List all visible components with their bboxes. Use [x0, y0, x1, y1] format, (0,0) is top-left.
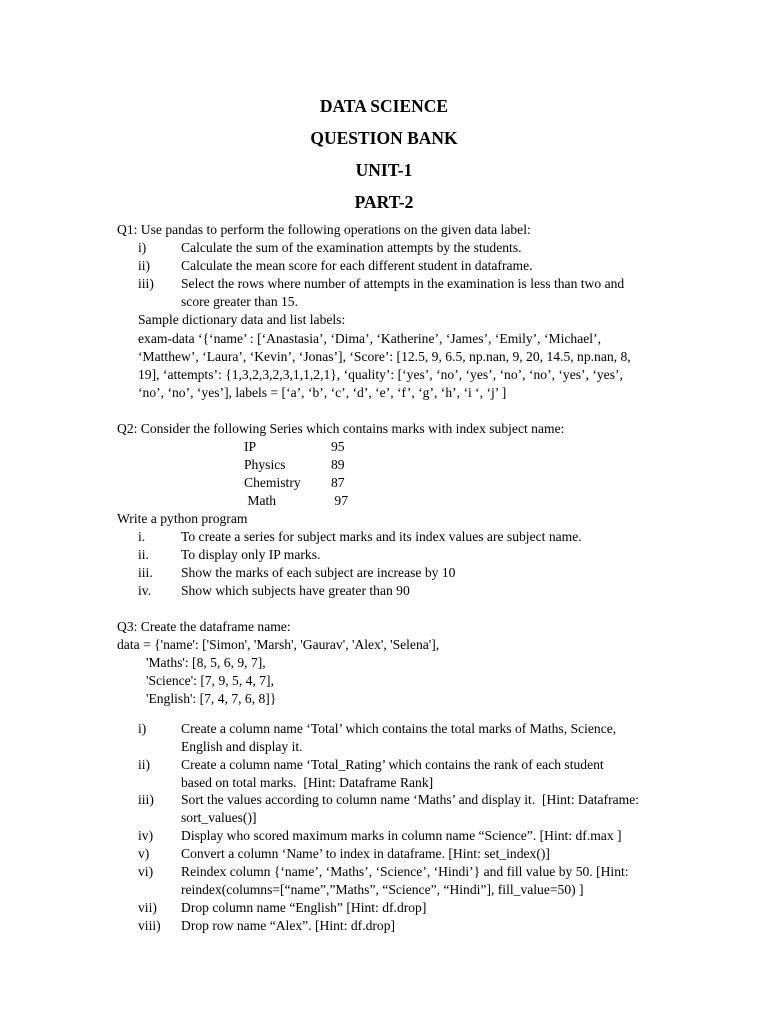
q1-item-number: ii) [138, 258, 151, 273]
q3-item-text: Convert a column ‘Name’ to index in dataframe. [Hint: set_index()] [181, 846, 550, 861]
q3-item-number: iii) [138, 792, 154, 807]
q3-item-text-cont: based on total marks. [Hint: Dataframe Rank] [181, 775, 434, 790]
series-mark: 89 [331, 457, 345, 472]
q3-item-number: vi) [138, 864, 154, 879]
q2-item-number: ii. [138, 547, 149, 562]
series-mark: 95 [331, 439, 345, 454]
part-label: PART-2 [354, 192, 414, 212]
q1-item-number: iii) [138, 276, 154, 291]
q2-item-number: iv. [138, 583, 152, 598]
series-subject: Math [244, 493, 277, 508]
series-mark: 97 [331, 493, 348, 508]
doc-subtitle: QUESTION BANK [310, 128, 458, 148]
q3-item-number: vii) [138, 900, 157, 915]
q3-item-number: viii) [138, 918, 161, 933]
q3-code-line: data = {'name': ['Simon', 'Marsh', 'Gaurav', 'Alex', 'Selena'], [117, 637, 440, 652]
q1-sample-line: ‘Matthew’, ‘Laura’, ‘Kevin’, ‘Jonas’], ‘Score’: [12.5, 9, 6.5, np.nan, 9, 20, 14.5, np.nan, 8, [138, 349, 631, 364]
q3-item-number: ii) [138, 757, 151, 772]
q3-item-text: Create a column name ‘Total’ which contains the total marks of Maths, Science, [181, 721, 617, 736]
series-mark: 87 [331, 475, 345, 490]
q2-item-text: Show which subjects have greater than 90 [181, 583, 410, 598]
q3-item-number: i) [138, 721, 147, 736]
q3-item-text-cont: sort_values()] [181, 810, 257, 825]
unit-label: UNIT-1 [355, 160, 413, 180]
q3-item-text: Display who scored maximum marks in column name “Science”. [Hint: df.max ] [181, 828, 622, 843]
q3-item-number: iv) [138, 828, 154, 843]
q1-sample-heading: Sample dictionary data and list labels: [138, 312, 346, 327]
q1-sample-line: 19], ‘attempts’: {1,3,2,3,2,3,1,1,2,1}, ‘quality’: [‘yes’, ‘no’, ‘yes’, ‘no’, ‘no’, ‘yes’, ‘yes’, [138, 367, 623, 382]
q1-item-text: Calculate the sum of the examination attempts by the students. [181, 240, 522, 255]
q2-intro: Write a python program [117, 511, 248, 526]
q3-item-text: Reindex column {‘name’, ‘Maths’, ‘Science’, ‘Hindi’} and fill value by 50. [Hint: [181, 864, 629, 879]
q3-item-text: Create a column name ‘Total_Rating’ which contains the rank of each student [181, 757, 604, 772]
q3-code-line: 'Science': [7, 9, 5, 4, 7], [146, 673, 274, 688]
q3-item-text: Drop column name “English” [Hint: df.drop] [181, 900, 427, 915]
series-subject: IP [244, 439, 257, 454]
q3-item-text: Drop row name “Alex”. [Hint: df.drop] [181, 918, 396, 933]
q3-item-text-cont: English and display it. [181, 739, 303, 754]
q2-item-text: To display only IP marks. [181, 547, 321, 562]
q2-item-text: Show the marks of each subject are increase by 10 [181, 565, 456, 580]
q2-title: Q2: Consider the following Series which contains marks with index subject name: [117, 421, 565, 436]
q3-code-line: 'Maths': [8, 5, 6, 9, 7], [146, 655, 266, 670]
q3-item-text: Sort the values according to column name ‘Maths’ and display it. [Hint: Dataframe: [181, 792, 640, 807]
q1-sample-line: ‘no’, ‘no’, ‘yes’], labels = [‘a’, ‘b’, ‘c’, ‘d’, ‘e’, ‘f’, ‘g’, ‘h’, ‘i ‘, ‘j’ ] [138, 385, 507, 400]
q2-item-number: iii. [138, 565, 153, 580]
q3-title: Q3: Create the dataframe name: [117, 619, 291, 634]
q3-code-line: 'English': [7, 4, 7, 6, 8]} [146, 691, 277, 706]
q1-item-text-cont: score greater than 15. [181, 294, 299, 309]
q3-item-text-cont: reindex(columns=[“name”,”Maths”, “Science”, “Hindi”], fill_value=50) ] [181, 882, 584, 897]
q2-item-number: i. [138, 529, 146, 544]
series-subject: Chemistry [244, 475, 301, 490]
q1-title: Q1: Use pandas to perform the following operations on the given data label: [117, 222, 531, 237]
q1-item-text: Select the rows where number of attempts in the examination is less than two and [181, 276, 625, 291]
q1-item-text: Calculate the mean score for each different student in dataframe. [181, 258, 533, 273]
q2-item-text: To create a series for subject marks and its index values are subject name. [181, 529, 582, 544]
series-subject: Physics [244, 457, 286, 472]
q1-sample-line: exam-data ‘{‘name’ : [‘Anastasia’, ‘Dima’, ‘Katherine’, ‘James’, ‘Emily’, ‘Michael’, [138, 331, 601, 346]
doc-title: DATA SCIENCE [319, 96, 449, 116]
q1-item-number: i) [138, 240, 147, 255]
q3-item-number: v) [138, 846, 150, 861]
